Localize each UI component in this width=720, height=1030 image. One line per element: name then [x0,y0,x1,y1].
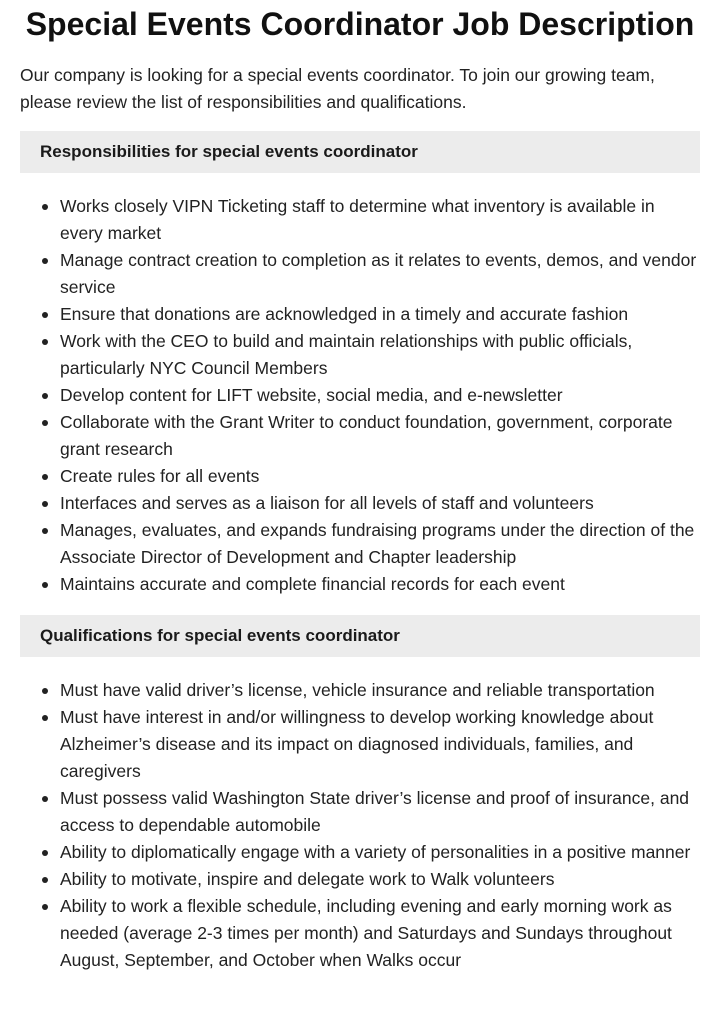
qualification-item: Ability to work a flexible schedule, including evening and early morning work as needed (average 2-3 times per month) and Saturdays and Sundays throughout August, September, and October when Walks occur [60,893,700,974]
qualifications-heading: Qualifications for special events coordinator [20,615,700,657]
responsibility-item: Works closely VIPN Ticketing staff to determine what inventory is available in every market [60,193,700,247]
qualification-item: Ability to diplomatically engage with a variety of personalities in a positive manner [60,839,700,866]
responsibility-item: Maintains accurate and complete financial records for each event [60,571,700,598]
responsibility-item: Create rules for all events [60,463,700,490]
responsibility-item: Develop content for LIFT website, social media, and e-newsletter [60,382,700,409]
qualification-item: Must have interest in and/or willingness to develop working knowledge about Alzheimer’s disease and its impact on diagnosed individuals, families, and caregivers [60,704,700,785]
qualification-item: Must have valid driver’s license, vehicle insurance and reliable transportation [60,677,700,704]
responsibility-item: Interfaces and serves as a liaison for all levels of staff and volunteers [60,490,700,517]
qualifications-list [20,677,700,974]
responsibilities-list [20,193,700,598]
qualification-item: Must possess valid Washington State driver’s license and proof of insurance, and access to dependable automobile [60,785,700,839]
responsibility-item: Ensure that donations are acknowledged in a timely and accurate fashion [60,301,700,328]
responsibility-item: Manages, evaluates, and expands fundraising programs under the direction of the Associate Director of Development and Chapter leadership [60,517,700,571]
responsibility-item: Work with the CEO to build and maintain relationships with public officials, particularly NYC Council Members [60,328,700,382]
qualification-item: Ability to motivate, inspire and delegate work to Walk volunteers [60,866,700,893]
responsibility-item: Collaborate with the Grant Writer to conduct foundation, government, corporate grant research [60,409,700,463]
intro-paragraph: Our company is looking for a special events coordinator. To join our growing team, please review the list of responsibilities and qualifications. [20,65,655,112]
page-title: Special Events Coordinator Job Description [25,6,695,42]
responsibilities-heading: Responsibilities for special events coordinator [20,131,700,173]
responsibility-item: Manage contract creation to completion as it relates to events, demos, and vendor service [60,247,700,301]
